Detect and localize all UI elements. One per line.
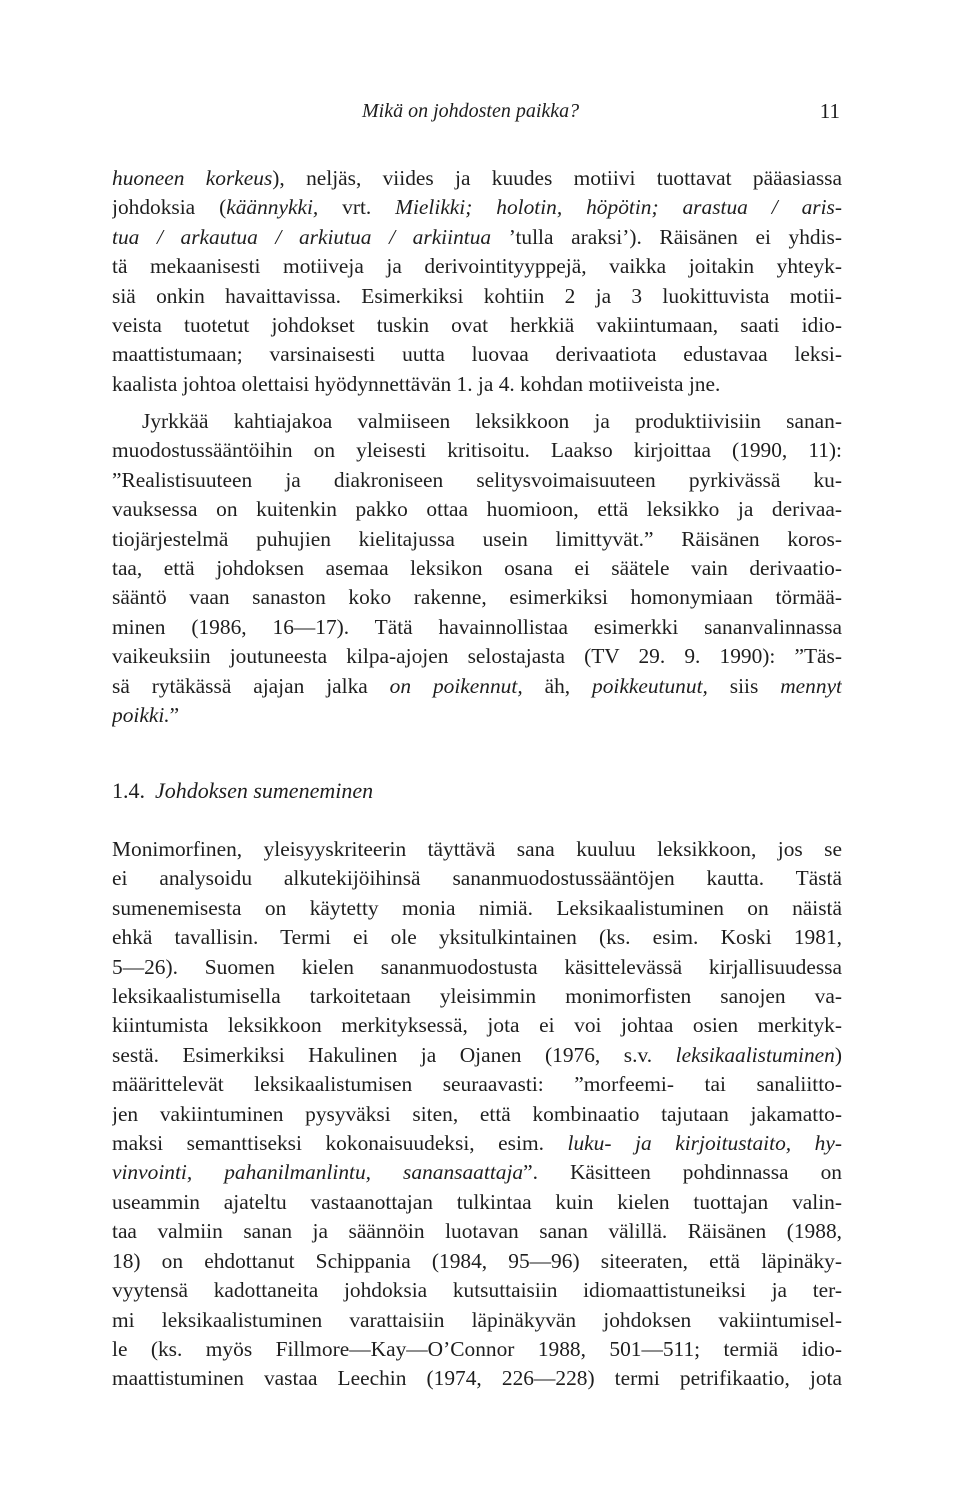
- section-title: Johdoksen sumeneminen: [155, 778, 374, 803]
- text-line: maksi semanttiseksi kokonaisuudeksi, esim. luku- ja kirjoitustaito, hy-: [112, 1131, 842, 1156]
- text-line: johdoksia (käännykki, vrt. Mielikki; holotin, höpötin; arastua / aris-: [112, 195, 842, 220]
- text-line: useammin ajateltu vastaanottajan tulkintaa kuin kielen tuottajan valin-: [112, 1189, 842, 1214]
- text-line: poikki.”: [112, 703, 180, 728]
- text-line: kaalista johtoa olettaisi hyödynnettävän 1. ja 4. kohdan motiiveista jne.: [112, 371, 721, 396]
- text-line: huoneen korkeus), neljäs, viides ja kuudes motiivi tuottavat pääasiassa: [112, 166, 842, 190]
- text-line: vinvointi, pahanilmanlintu, sanansaattaja”. Käsitteen pohdinnassa on: [112, 1160, 842, 1185]
- italic-term: mennyt: [780, 673, 842, 698]
- section-heading: [112, 776, 373, 806]
- italic-term: käännykki,: [226, 195, 319, 220]
- text-line: vaikeuksiin joutuneesta kilpa-ajojen selostajasta (TV 29. 9. 1990): ”Täs-: [112, 644, 842, 669]
- text-line: le (ks. myös Fillmore—Kay—O’Connor 1988, 501—511; termiä idio-: [112, 1336, 842, 1361]
- text-line: tua / arkautua / arkiutua / arkiintua ’tulla araksi’). Räisänen ei yhdis-: [112, 224, 842, 249]
- paragraph-1: [112, 164, 842, 399]
- text-line: taa valmiin sanan ja säännöin luotavan sanan välillä. Räisänen (1988,: [112, 1219, 842, 1244]
- italic-term: on poikennut,: [389, 673, 523, 698]
- text-line: ei analysoidu alkutekijöihinsä sananmuodostussääntöjen kautta. Tästä: [112, 866, 842, 891]
- text-line: 18) on ehdottanut Schippania (1984, 95—96) siteeraten, että läpinäky-: [112, 1248, 842, 1273]
- text-line: mi leksikaalistuminen varattaisiin läpinäkyvän johdoksen vakiintumisel-: [112, 1307, 842, 1332]
- italic-term: huoneen korkeus: [112, 166, 273, 190]
- italic-term: tua / arkautua / arkiutua / arkiintua: [112, 224, 492, 249]
- text-line: sumenemisesta on käytetty monia nimiä. Leksikaalistuminen on näistä: [112, 895, 842, 920]
- text-line: veista tuotetut johdokset tuskin ovat herkkiä vakiintumaan, saati idio-: [112, 313, 842, 338]
- text-line: maattistumaan; varsinaisesti uutta luovaa derivaatiota edustavaa leksi-: [112, 342, 842, 367]
- running-title: Mikä on johdosten paikka?: [362, 100, 580, 122]
- text-line: ”Realistisuuteen ja diakroniseen selitysvoimaisuuteen pyrkivässä ku-: [112, 467, 842, 492]
- text-line: määrittelevät leksikaalistumisen seuraavasti: ”morfeemi- tai sanaliitto-: [112, 1072, 842, 1097]
- italic-term: poikki.: [112, 703, 170, 728]
- italic-term: luku- ja kirjoitustaito, hy-: [567, 1131, 842, 1156]
- text-line: Monimorfinen, yleisyyskriteerin täyttävä sana kuuluu leksikkoon, jos se: [112, 837, 842, 861]
- page-number: 11: [819, 99, 840, 123]
- text-line: tä mekaanisesti motiiveja ja derivointityyppejä, vaikka joitakin yhteyk-: [112, 254, 842, 279]
- text-line: leksikaalistumisella tarkoitetaan yleisimmin monimorfisten sanojen va-: [112, 984, 842, 1009]
- text-line: vyytensä kadottaneita johdoksia kutsuttaisiin idiomaattistuneiksi ja ter-: [112, 1278, 842, 1303]
- section-number: 1.4.: [112, 778, 145, 803]
- text-line: siä onkin havaittavissa. Esimerkiksi kohtiin 2 ja 3 luokittuvista motii-: [112, 283, 842, 308]
- italic-term: poikkeutunut,: [592, 673, 708, 698]
- text-line: minen (1986, 16—17). Tätä havainnollistaa esimerkki sananvalinnassa: [112, 614, 842, 639]
- text-line: sestä. Esimerkiksi Hakulinen ja Ojanen (1976, s.v. leksikaalistuminen): [112, 1042, 842, 1067]
- text-line: Jyrkkää kahtiajakoa valmiiseen leksikkoon ja produktiivisiin sanan-: [142, 409, 842, 433]
- italic-term: leksikaalistuminen: [675, 1042, 835, 1067]
- text-line: tiojärjestelmä puhujien kielitajussa usein limittyvät.” Räisänen koros-: [112, 526, 842, 551]
- paragraph-3: [112, 835, 842, 1394]
- text-line: 5—26). Suomen kielen sananmuodostusta käsittelevässä kirjallisuudessa: [112, 954, 842, 979]
- page-header: [362, 96, 840, 126]
- text-line: kiintumista leksikkoon merkityksessä, jota ei voi johtaa osien merkityk-: [112, 1013, 842, 1038]
- text-line: ehkä tavallisin. Termi ei ole yksitulkintainen (ks. esim. Koski 1981,: [112, 925, 842, 950]
- text-line: maattistuminen vastaa Leechin (1974, 226—228) termi petrifikaatio, jota: [112, 1366, 842, 1391]
- italic-term: Mielikki; holotin, höpötin; arastua / aris-: [395, 195, 842, 220]
- text-line: vauksessa on kuitenkin pakko ottaa huomioon, että leksikko ja derivaa-: [112, 497, 842, 522]
- text-line: taa, että johdoksen asemaa leksikon osana ei säätele vain derivaatio-: [112, 556, 842, 581]
- italic-term: vinvointi, pahanilmanlintu, sanansaattaja: [112, 1160, 524, 1185]
- text-line: jen vakiintuminen pysyväksi siten, että kombinaatio tajutaan jakamatto-: [112, 1101, 842, 1126]
- text-line: muodostussääntöihin on yleisesti kritisoitu. Laakso kirjoittaa (1990, 11):: [112, 438, 842, 463]
- paragraph-2: [112, 407, 842, 730]
- text-line: sä rytäkässä ajajan jalka on poikennut, äh, poikkeutunut, siis mennyt: [112, 673, 842, 698]
- text-line: sääntö vaan sanaston koko rakenne, esimerkiksi homonymiaan törmää-: [112, 585, 842, 610]
